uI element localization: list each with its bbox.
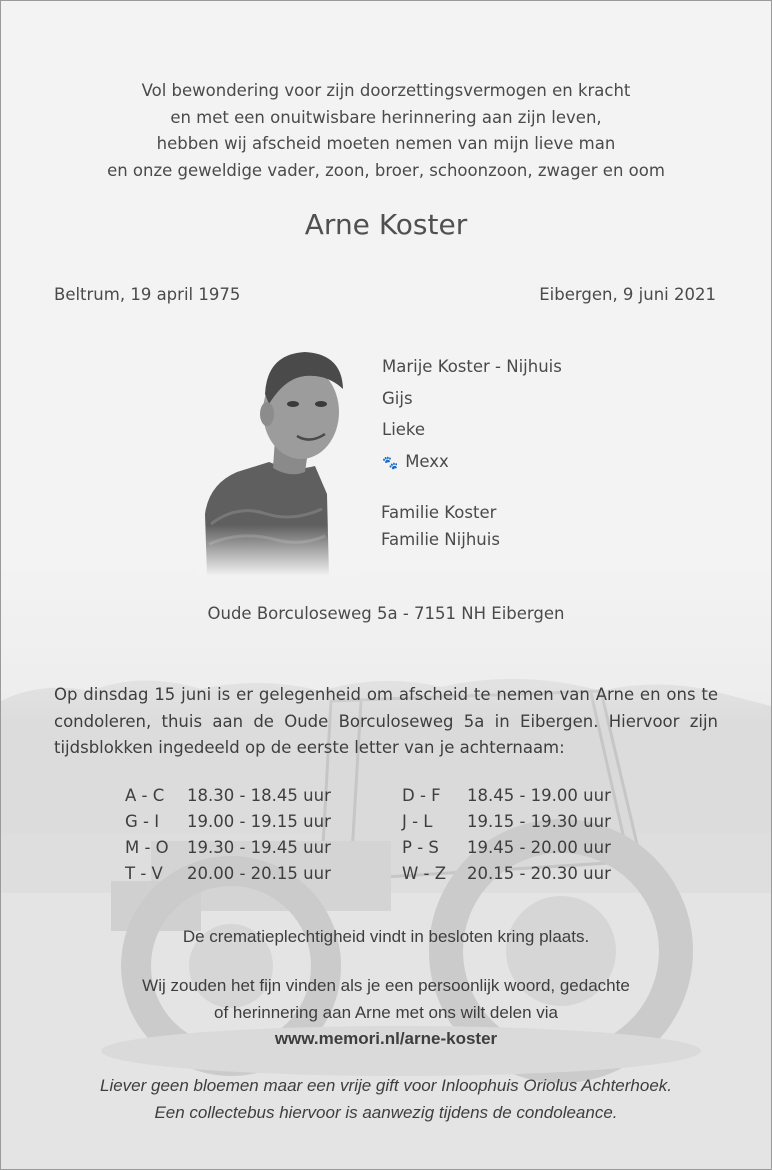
intro-line: hebben wij afscheid moeten nemen van mijn lieve man <box>156 134 616 153</box>
schedule-letters: P - S <box>402 838 439 857</box>
share-memory-text <box>1 973 771 1053</box>
death-place-date: Eibergen, 9 juni 2021 <box>539 285 716 304</box>
deceased-name: Arne Koster <box>304 208 468 241</box>
condolence-paragraph: Op dinsdag 15 juni is er gelegenheid om afscheid te nemen van Arne en ons te condoleren, thuis aan de Oude Borculoseweg 5a in Eibergen. Hiervoor zijn tijdsblokken ingedeeld op de eerste letter van je achternaam: <box>54 685 718 757</box>
intro-line: Vol bewondering voor zijn doorzettingsvermogen en kracht <box>141 81 631 100</box>
schedule-time: 19.30 - 19.45 uur <box>187 838 331 857</box>
schedule-row <box>125 835 331 861</box>
family-member: Gijs <box>382 388 413 408</box>
schedule-time: 19.00 - 19.15 uur <box>187 812 331 831</box>
birth-place-date: Beltrum, 19 april 1975 <box>54 285 241 304</box>
schedule-letters: G - I <box>125 812 160 831</box>
cremation-note: De crematieplechtigheid vindt in besloten kring plaats. <box>182 927 590 946</box>
schedule-row <box>402 861 611 887</box>
schedule-time: 20.00 - 20.15 uur <box>187 864 331 883</box>
paw-icon: 🐾 <box>382 455 399 471</box>
memori-link[interactable]: www.memori.nl/arne-koster <box>274 1029 498 1048</box>
schedule-right <box>402 783 611 887</box>
schedule-time: 20.15 - 20.30 uur <box>467 864 611 883</box>
family-group: Familie Koster <box>381 503 497 522</box>
schedule-row <box>402 783 611 809</box>
schedule-row <box>125 783 331 809</box>
schedule-left <box>125 783 331 887</box>
gift-line: Liever geen bloemen maar een vrije gift voor Inloophuis Oriolus Achterhoek. <box>99 1076 672 1095</box>
schedule-time: 19.45 - 20.00 uur <box>467 838 611 857</box>
schedule-letters: W - Z <box>402 864 447 883</box>
schedule-time: 18.45 - 19.00 uur <box>467 786 611 805</box>
intro-line: en onze geweldige vader, zoon, broer, schoonzoon, zwager en oom <box>107 160 665 180</box>
intro-line: en met een onuitwisbare herinnering aan zijn leven, <box>170 107 602 127</box>
portrait-photo <box>197 344 359 576</box>
gift-line: Een collectebus hiervoor is aanwezig tijdens de condoleance. <box>154 1102 618 1122</box>
schedule-row <box>402 835 611 861</box>
share-line: Wij zouden het fijn vinden als je een persoonlijk woord, gedachte <box>142 976 630 995</box>
family-member-pet <box>382 446 562 480</box>
home-address: Oude Borculoseweg 5a - 7151 NH Eibergen <box>207 604 565 623</box>
schedule-row <box>125 861 331 887</box>
schedule-row <box>125 809 331 835</box>
intro-text <box>1 78 771 184</box>
family-member: Lieke <box>382 420 426 439</box>
schedule-letters: A - C <box>125 786 165 805</box>
family-member: Marije Koster - Nijhuis <box>382 357 562 376</box>
family-group: Familie Nijhuis <box>381 529 500 549</box>
schedule-time: 18.30 - 18.45 uur <box>187 786 331 805</box>
schedule-letters: M - O <box>125 838 169 857</box>
schedule-time: 19.15 - 19.30 uur <box>467 812 611 831</box>
schedule-letters: J - L <box>402 812 433 831</box>
gift-note <box>1 1073 771 1126</box>
share-line: of herinnering aan Arne met ons wilt delen via <box>214 1002 558 1022</box>
pet-name: Mexx <box>405 451 449 471</box>
schedule-row <box>402 809 611 835</box>
family-list <box>382 351 562 479</box>
schedule-letters: T - V <box>125 864 163 883</box>
schedule-letters: D - F <box>402 786 441 805</box>
extended-family-list <box>381 500 500 553</box>
